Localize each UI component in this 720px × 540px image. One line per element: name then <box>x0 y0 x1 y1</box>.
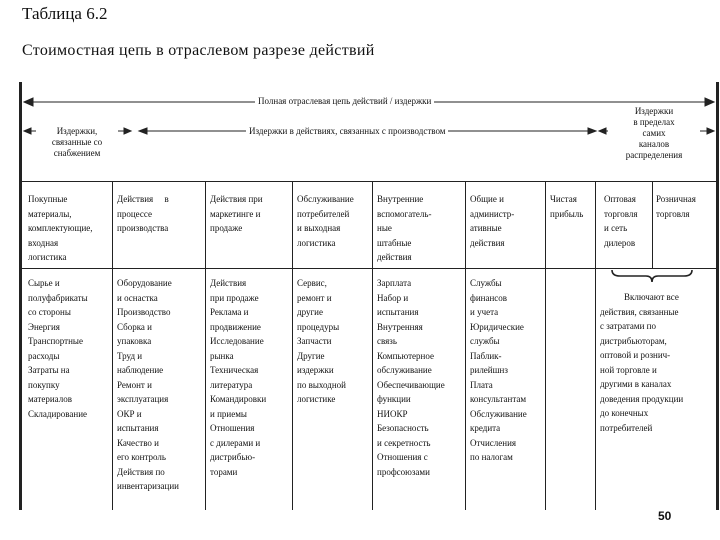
column-divider <box>595 181 596 510</box>
header-cell-support: Внутренние вспомогатель- ные штабные действия <box>377 194 432 262</box>
full-chain-label: Полная отраслевая цепь действий / издержки <box>255 96 434 107</box>
header-cell-marketing: Действия при маркетинге и продаже <box>210 194 263 233</box>
column-divider <box>465 181 466 510</box>
detail-cell-support: Зарплата Набор и испытания Внутренняя связь Компьютерное обслуживание Обеспечивающие функции НИОКР Безопасность и секретность Отношения с профсоюзами <box>377 278 445 477</box>
detail-cell-production: Оборудование и оснастка Производство Сборка и упаковка Труд и наблюдение Ремонт и эксплуатация ОКР и испытания Качество и его контроль Действия по инвентаризации <box>117 278 179 491</box>
page-number: 50 <box>658 509 672 523</box>
column-divider <box>205 181 206 510</box>
detail-cell-distribution: Включают все действия, связанные с затратами по дистрибьюторам, оптовой и рознич- ной торговле и другими в каналах доведения продукции до конечных потребителей <box>600 292 684 433</box>
detail-cell-marketing: Действия при продаже Реклама и продвижение Исследование рынка Техническая литература Командировки и приемы Отношения с дилерами и дистрибью- торами <box>210 278 267 477</box>
column-divider <box>545 181 546 510</box>
table-title: Стоимостная цепь в отраслевом разрезе действий <box>22 42 375 59</box>
table-number: Таблица 6.2 <box>22 4 108 23</box>
detail-cell-purchases: Сырье и полуфабрикаты со стороны Энергия Транспортные расходы Затраты на покупку материалов Складирование <box>28 278 88 419</box>
distribution-costs-label: Издержки в пределах самих каналов распределения <box>608 106 700 161</box>
header-cell-wholesale: Оптовая торговля и сеть дилеров <box>604 194 638 248</box>
header-cell-administrative: Общие и администр- ативные действия <box>470 194 515 248</box>
header-cell-net-profit: Чистая прибыль <box>550 194 584 219</box>
detail-cell-service: Сервис, ремонт и другие процедуры Запчасти Другие издержки по выходной логистике <box>297 278 346 404</box>
column-divider <box>112 181 113 510</box>
column-divider <box>372 181 373 510</box>
production-costs-label: Издержки в действиях, связанных с производством <box>246 126 448 137</box>
header-cell-production: Действия в процессе производства <box>117 194 169 233</box>
header-cell-service: Обслуживание потребителей и выходная логистика <box>297 194 354 248</box>
detail-cell-administrative: Службы финансов и учета Юридические службы Паблик- рилейшнз Плата консультантам Обслуживание кредита Отчисления по налогам <box>470 278 527 462</box>
curly-brace-icon <box>610 268 694 284</box>
header-cell-purchases: Покупные материалы, комплектующие, входная логистика <box>28 194 93 262</box>
column-divider <box>652 181 653 268</box>
header-cell-retail: Розничная торговля <box>656 194 696 219</box>
table-top-border <box>22 181 716 182</box>
supply-costs-label: Издержки, связанные со снабжением <box>36 126 118 159</box>
column-divider <box>292 181 293 510</box>
